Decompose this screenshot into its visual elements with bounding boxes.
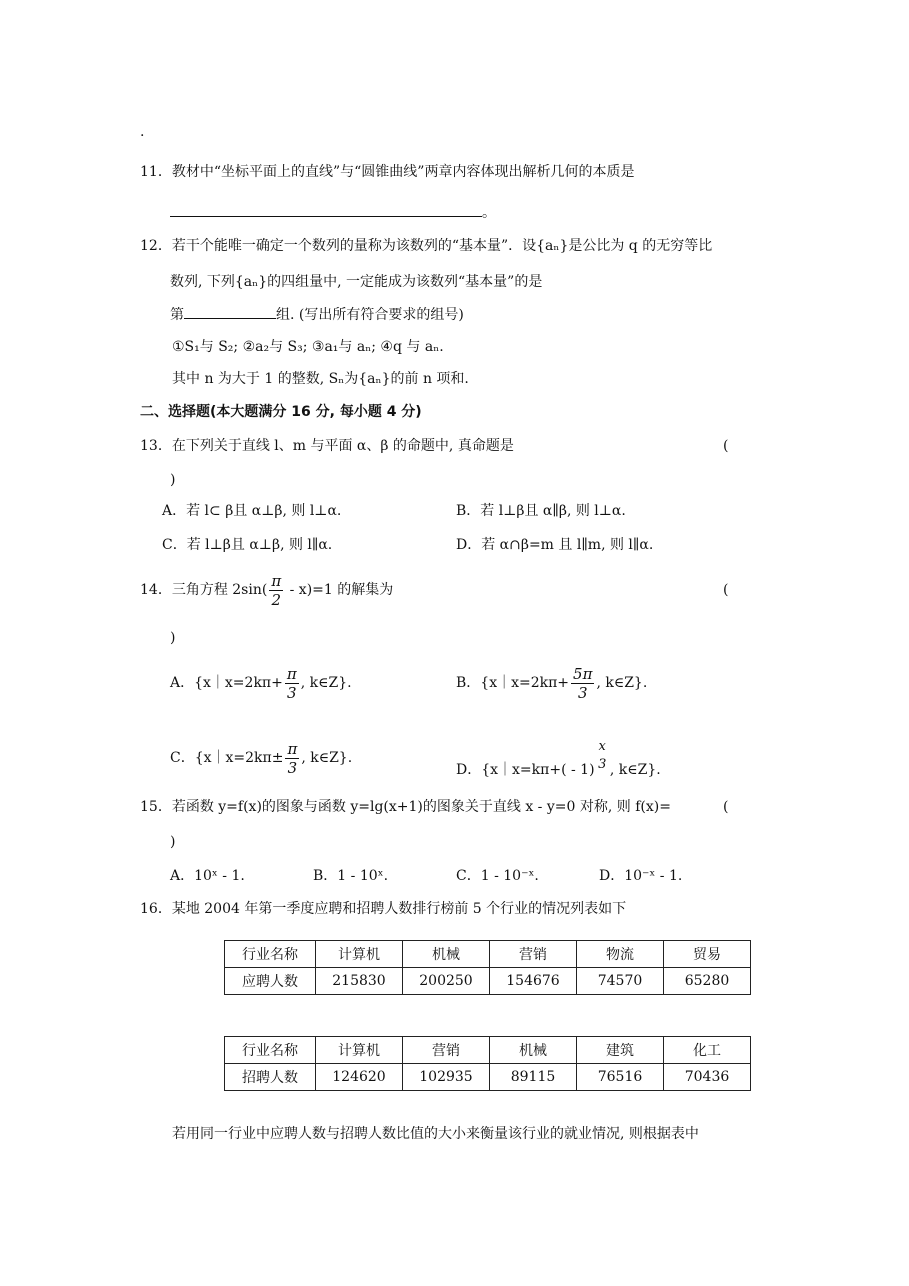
stem-part: 14．三角方程 2sin( xyxy=(140,582,268,598)
answer-paren-close: ) xyxy=(170,834,176,850)
table-cell: 营销 xyxy=(403,1037,490,1064)
option-text: , k∈Z}. xyxy=(609,762,661,778)
period: 。 xyxy=(482,205,496,221)
option-c: C．若 l⊥β且 α⊥β, 则 l∥α. xyxy=(162,537,333,553)
table-cell: 物流 xyxy=(577,941,664,968)
denominator: 3 xyxy=(577,683,588,702)
answer-paren-open: ( xyxy=(723,438,729,454)
exponent-fraction xyxy=(597,738,608,774)
option-b xyxy=(456,663,647,703)
question-12-line2: 数列, 下列{aₙ}的四组量中, 一定能成为该数列“基本量”的是 xyxy=(170,274,543,290)
table-cell: 应聘人数 xyxy=(225,968,316,995)
option-a xyxy=(170,663,352,703)
answer-paren-open: ( xyxy=(723,799,729,815)
question-11-answer-line xyxy=(170,202,496,223)
table-cell: 化工 xyxy=(664,1037,751,1064)
denominator: 3 xyxy=(287,683,297,702)
answer-blank xyxy=(184,304,276,319)
denominator: 3 xyxy=(287,758,298,777)
option-text: C．{x｜x=2kπ± xyxy=(170,750,284,766)
label-group: 组. (写出所有符合要求的组号) xyxy=(276,307,464,323)
option-text: , k∈Z}. xyxy=(301,750,353,766)
option-b: B．1 - 10ˣ. xyxy=(313,868,389,884)
numerator: π xyxy=(287,739,298,758)
option-d: D．若 α∩β=m 且 l∥m, 则 l∥α. xyxy=(456,537,654,553)
table-cell: 76516 xyxy=(577,1064,664,1091)
table-cell: 102935 xyxy=(403,1064,490,1091)
table-cell: 招聘人数 xyxy=(225,1064,316,1091)
label-di: 第 xyxy=(170,307,184,323)
table-cell: 74570 xyxy=(577,968,664,995)
table-cell: 机械 xyxy=(490,1037,577,1064)
answer-paren-close: ) xyxy=(170,472,176,488)
answer-paren-open: ( xyxy=(723,582,729,598)
table-cell: 行业名称 xyxy=(225,1037,316,1064)
table-cell: 贸易 xyxy=(664,941,751,968)
table-cell: 建筑 xyxy=(577,1037,664,1064)
stem-part: - x)=1 的解集为 xyxy=(285,582,394,598)
section-heading: 二、选择题(本大题满分 16 分, 每小题 4 分) xyxy=(140,404,422,420)
table-cell: 200250 xyxy=(403,968,490,995)
numerator: x xyxy=(598,739,606,754)
option-text: D．{x｜x=kπ+( - 1) xyxy=(456,762,595,778)
numerator: 5π xyxy=(573,664,593,683)
option-text: B．{x｜x=2kπ+ xyxy=(456,675,570,691)
option-d xyxy=(456,738,661,790)
option-c xyxy=(170,738,352,778)
option-b: B．若 l⊥β且 α∥β, 则 l⊥α. xyxy=(456,503,626,519)
fraction xyxy=(571,665,594,702)
table-cell: 65280 xyxy=(664,968,751,995)
denominator: 3 xyxy=(598,757,607,772)
question-15-stem: 15．若函数 y=f(x)的图象与函数 y=lg(x+1)的图象关于直线 x - y=0 对称, 则 f(x)= xyxy=(140,799,671,815)
question-11-stem: 11．教材中“坐标平面上的直线”与“圆锥曲线”两章内容体现出解析几何的本质是 xyxy=(140,164,635,180)
table-row xyxy=(225,968,751,995)
table-cell: 89115 xyxy=(490,1064,577,1091)
question-12-options: ①S₁与 S₂; ②a₂与 S₃; ③a₁与 aₙ; ④q 与 aₙ. xyxy=(172,339,444,355)
table-row xyxy=(225,1064,751,1091)
table-cell: 行业名称 xyxy=(225,941,316,968)
question-12-note: 其中 n 为大于 1 的整数, Sₙ为{aₙ}的前 n 项和. xyxy=(172,371,469,387)
table-cell: 124620 xyxy=(316,1064,403,1091)
table-cell: 70436 xyxy=(664,1064,751,1091)
fraction xyxy=(285,665,299,702)
option-c: C．1 - 10⁻ˣ. xyxy=(456,868,539,884)
option-a: A．10ˣ - 1. xyxy=(170,868,245,884)
table-cell: 计算机 xyxy=(316,1037,403,1064)
table-row xyxy=(225,1037,751,1064)
fraction xyxy=(285,740,299,777)
table-cell: 215830 xyxy=(316,968,403,995)
fraction xyxy=(269,572,283,609)
recruitment-table xyxy=(224,1036,751,1091)
table-cell: 机械 xyxy=(403,941,490,968)
table-cell: 计算机 xyxy=(316,941,403,968)
numerator: π xyxy=(271,571,282,590)
table-row xyxy=(225,941,751,968)
denominator: 2 xyxy=(271,590,282,609)
option-text: A．{x｜x=2kπ+ xyxy=(170,675,283,691)
table-cell: 154676 xyxy=(490,968,577,995)
option-text: , k∈Z}. xyxy=(300,675,352,691)
question-14-stem xyxy=(140,570,393,610)
applicants-table xyxy=(224,940,751,995)
answer-blank xyxy=(170,202,482,217)
option-text: , k∈Z}. xyxy=(596,675,648,691)
question-16-stem: 16．某地 2004 年第一季度应聘和招聘人数排行榜前 5 个行业的情况列表如下 xyxy=(140,901,627,917)
question-12-line3 xyxy=(170,304,464,325)
stray-dot: . xyxy=(140,124,145,140)
option-a: A．若 l⊂ β且 α⊥β, 则 l⊥α. xyxy=(162,503,342,519)
table-cell: 营销 xyxy=(490,941,577,968)
question-12-line1: 12．若干个能唯一确定一个数列的量称为该数列的“基本量”．设{aₙ}是公比为 q 的无穷等比 xyxy=(140,238,713,254)
question-13-stem: 13．在下列关于直线 l、m 与平面 α、β 的命题中, 真命题是 xyxy=(140,438,514,454)
answer-paren-close: ) xyxy=(170,630,176,646)
option-d: D．10⁻ˣ - 1. xyxy=(599,868,683,884)
question-16-tail: 若用同一行业中应聘人数与招聘人数比值的大小来衡量该行业的就业情况, 则根据表中 xyxy=(172,1126,699,1142)
numerator: π xyxy=(286,664,297,683)
